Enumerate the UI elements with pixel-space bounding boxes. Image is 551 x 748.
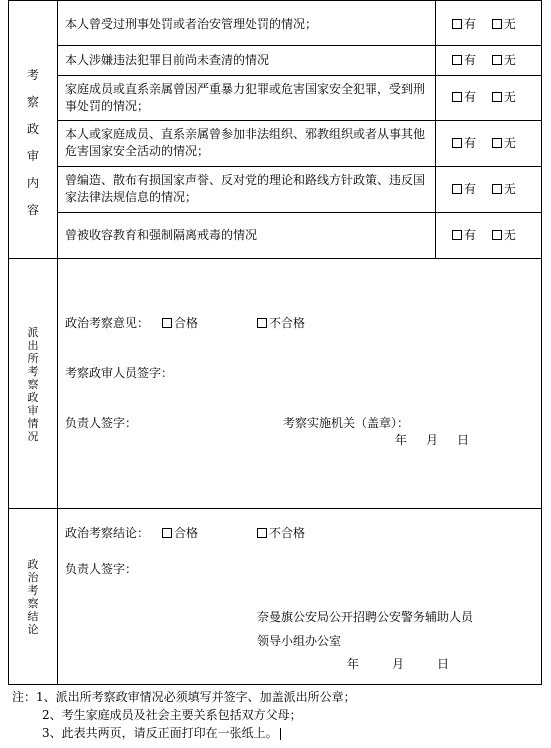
fail-checkbox[interactable] [257, 318, 267, 328]
date-month-label: 月 [392, 657, 405, 671]
date-year-label: 年 [395, 433, 408, 447]
no-label: 无 [503, 182, 516, 196]
date-day-label: 日 [437, 657, 450, 671]
fail-label: 不合格 [269, 316, 306, 330]
review-section-label: 考 察 政 审 内 容 [26, 68, 39, 217]
label-column-divider [57, 0, 58, 684]
form-notes [12, 688, 356, 742]
date-day-label: 日 [457, 433, 470, 447]
no-label: 无 [503, 90, 516, 104]
note-line: 2、考生家庭成员及社会主要关系包括双方父母； [42, 708, 302, 722]
opinion-pass-option[interactable] [162, 316, 198, 331]
table-border-right [541, 0, 542, 684]
text-cursor [280, 728, 281, 740]
review-item-text: 曾被收容教育和强制隔离戒毒的情况 [65, 228, 258, 242]
yes-label: 有 [464, 17, 477, 31]
pass-checkbox[interactable] [162, 528, 172, 538]
yes-checkbox[interactable] [452, 230, 462, 240]
section-divider [8, 258, 542, 259]
yes-no-options [452, 182, 516, 197]
yes-checkbox[interactable] [452, 92, 462, 102]
row-divider [57, 45, 542, 46]
fail-checkbox[interactable] [257, 528, 267, 538]
section-divider [8, 508, 542, 509]
no-label: 无 [503, 17, 516, 31]
agency-seal-label: 考察实施机关（盖章）： [283, 416, 410, 430]
yes-no-options [452, 228, 516, 243]
reviewer-signature-label: 考察政审人员签字： [65, 366, 174, 380]
yes-label: 有 [464, 182, 477, 196]
row-divider [57, 212, 542, 213]
yes-no-options [452, 17, 516, 32]
table-border-left [8, 0, 9, 684]
note-line: 3、此表共两页，请反正面打印在一张纸上。 [12, 724, 356, 742]
table-border-bottom [8, 684, 542, 685]
no-checkbox[interactable] [492, 55, 502, 65]
review-item-text: 本人或家庭成员、直系亲属曾参加非法组织、邪教组织或者从事其他危害国家安全活动的情况； [65, 127, 426, 158]
yes-label: 有 [464, 136, 477, 150]
yes-label: 有 [464, 53, 477, 67]
pass-label: 合格 [174, 316, 199, 330]
conclusion-pass-option[interactable] [162, 526, 198, 541]
no-label: 无 [503, 136, 516, 150]
issuing-office-line: 奈曼旗公安局公开招聘公安警务辅助人员 [257, 610, 474, 624]
review-item-text: 本人涉嫌违法犯罪目前尚未查清的情况 [65, 53, 270, 67]
conclusion-fail-option[interactable] [257, 526, 305, 541]
yes-label: 有 [464, 228, 477, 242]
yes-no-options [452, 90, 516, 105]
conclusion-section-label: 政 治 考 察 结 论 [27, 558, 39, 636]
fail-label: 不合格 [269, 526, 306, 540]
pass-checkbox[interactable] [162, 318, 172, 328]
leader-signature-label: 负责人签字： [65, 416, 138, 430]
no-label: 无 [503, 228, 516, 242]
review-item-text: 家庭成员或直系亲属曾因严重暴力犯罪或危害国家安全犯罪，受到刑事处罚的情况； [65, 82, 426, 113]
police-section-label: 派 出 所 考 察 政 审 情 况 [27, 326, 39, 443]
political-opinion-label: 政治考察意见： [65, 316, 150, 330]
leader-signature-label: 负责人签字： [65, 562, 138, 576]
issuing-office-line: 领导小组办公室 [257, 634, 342, 648]
no-checkbox[interactable] [492, 19, 502, 29]
opinion-fail-option[interactable] [257, 316, 305, 331]
no-label: 无 [503, 53, 516, 67]
yes-checkbox[interactable] [452, 138, 462, 148]
yes-checkbox[interactable] [452, 55, 462, 65]
review-item-text: 曾编造、散布有损国家声誉、反对党的理论和路线方针政策、违反国家法律法规信息的情况； [65, 173, 426, 204]
review-item-text: 本人曾受过刑事处罚或者治安管理处罚的情况； [65, 17, 318, 31]
row-divider [57, 120, 542, 121]
no-checkbox[interactable] [492, 184, 502, 194]
date-year-label: 年 [347, 657, 360, 671]
no-checkbox[interactable] [492, 138, 502, 148]
note-line: 注：1、派出所考察政审情况必须填写并签字、加盖派出所公章； [12, 690, 356, 704]
no-checkbox[interactable] [492, 230, 502, 240]
option-column-divider [435, 0, 436, 258]
yes-no-options [452, 136, 516, 151]
yes-no-options [452, 53, 516, 68]
political-conclusion-label: 政治考察结论： [65, 526, 150, 540]
yes-checkbox[interactable] [452, 184, 462, 194]
no-checkbox[interactable] [492, 92, 502, 102]
table-border-top [8, 0, 542, 1]
row-divider [57, 166, 542, 167]
yes-label: 有 [464, 90, 477, 104]
row-divider [57, 75, 542, 76]
pass-label: 合格 [174, 526, 199, 540]
date-month-label: 月 [426, 433, 439, 447]
yes-checkbox[interactable] [452, 19, 462, 29]
